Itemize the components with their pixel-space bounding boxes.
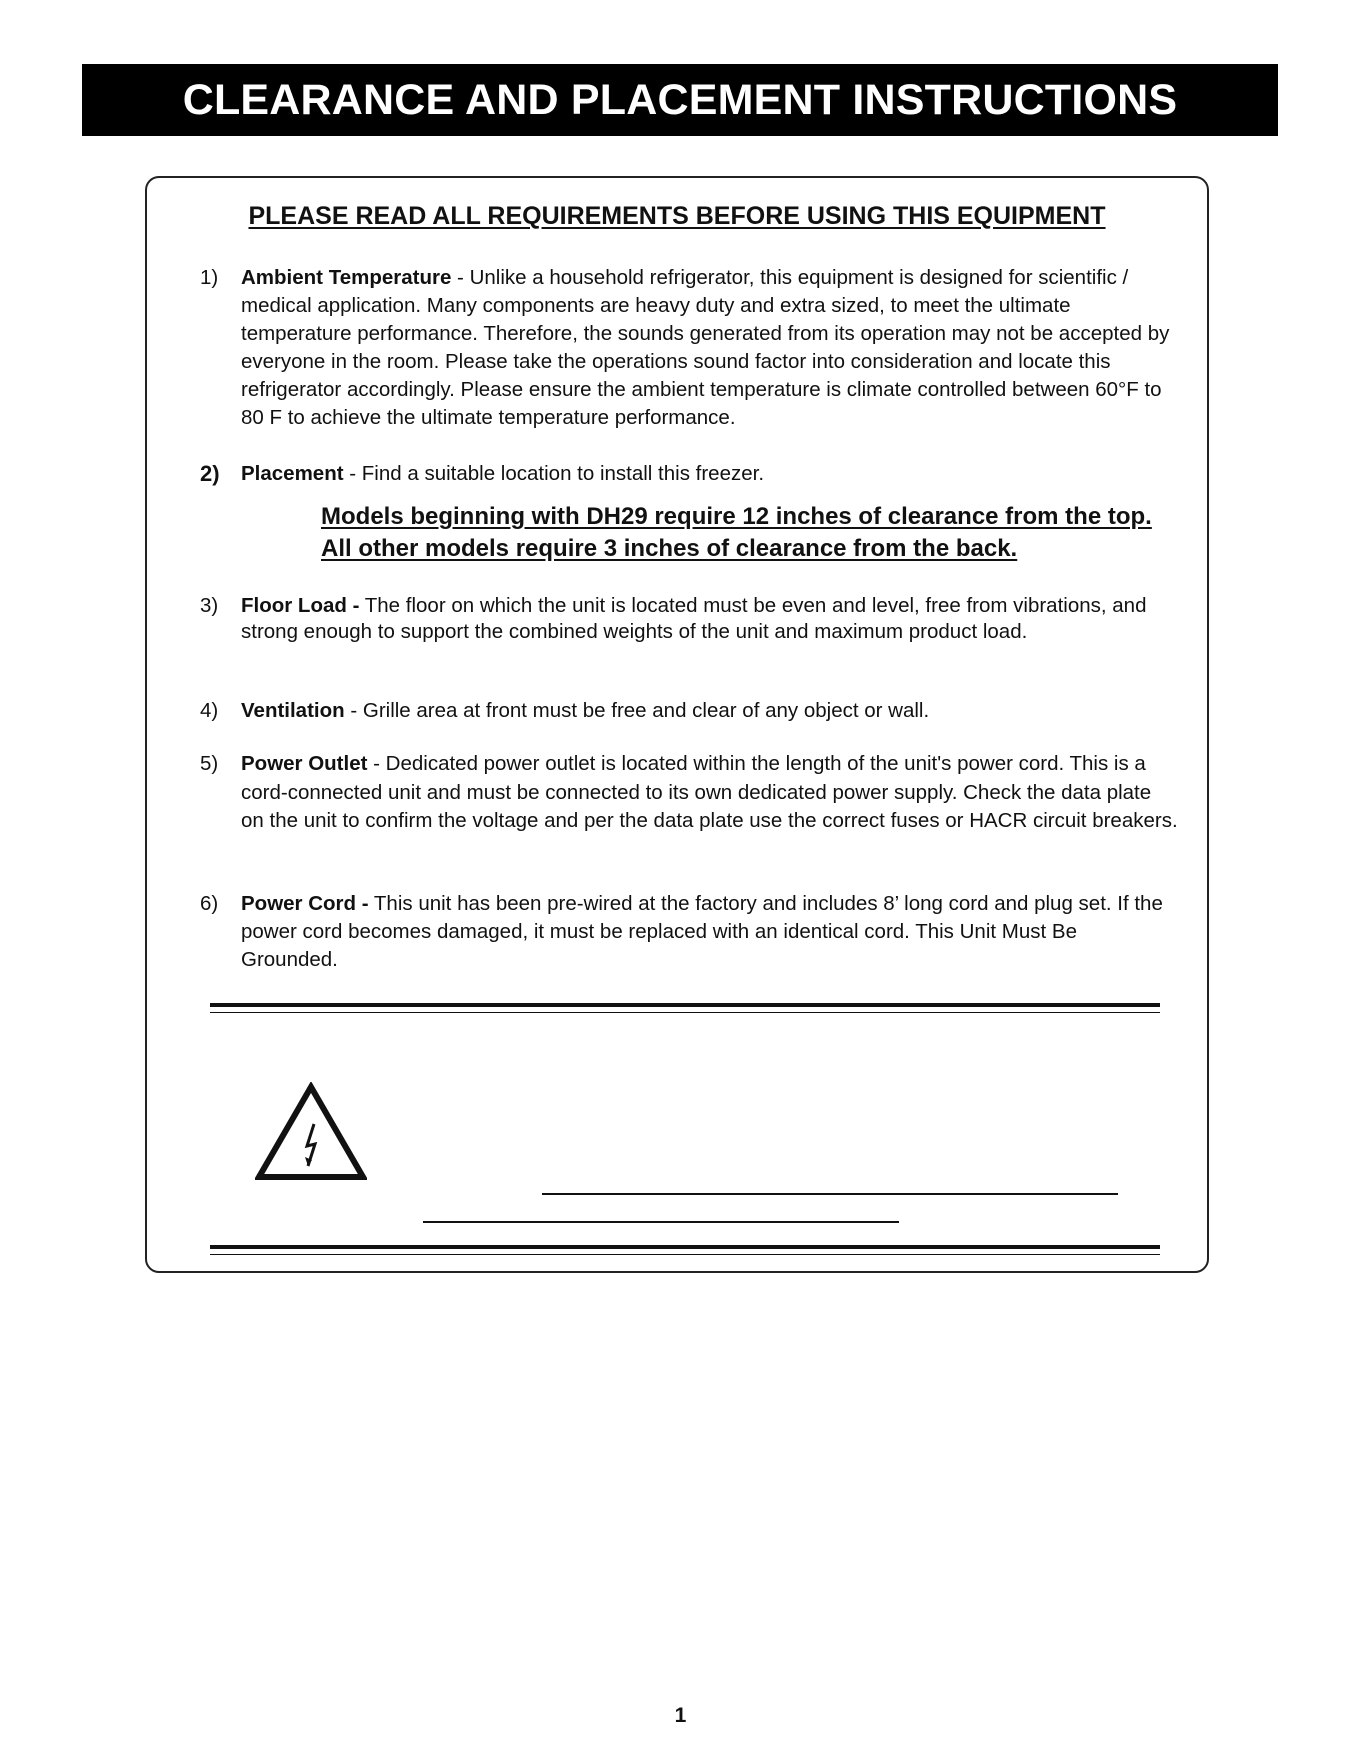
item-number: 3) bbox=[200, 594, 219, 617]
item-body bbox=[241, 697, 1179, 725]
item-text: - Dedicated power outlet is located within the length of the unit's power cord. This is a cord-connected unit and must be connected to its own dedicated power supply. Check the data plate on the unit to confirm the voltage and per the data plate use the correct fuses or HACR circuit breakers. bbox=[241, 752, 1178, 832]
item-number: 6) bbox=[200, 892, 219, 915]
item-label: Placement bbox=[241, 462, 344, 485]
warning-underline-2 bbox=[423, 1221, 899, 1223]
page-title: CLEARANCE AND PLACEMENT INSTRUCTIONS bbox=[82, 64, 1278, 136]
item-body bbox=[241, 460, 1179, 488]
item-body bbox=[241, 890, 1179, 974]
placement-note-top-clearance: Models beginning with DH29 require 12 inches of clearance from the top. bbox=[321, 503, 1152, 530]
item-number: 5) bbox=[200, 752, 219, 775]
warning-bottom-rule bbox=[210, 1245, 1160, 1255]
item-body bbox=[241, 264, 1179, 432]
warning-underline-1 bbox=[542, 1193, 1118, 1195]
item-text: - Unlike a household refrigerator, this equipment is designed for scientific / medical application. Many components are heavy duty and extra sized, to meet the ultimate temperature performance. Therefore, the sounds generated from its operation may not be accepted by everyone in the room. Please take the operations sound factor into consideration and locate this refrigerator accordingly. Please ensure the ambient temperature is climate controlled between 60°F to 80 F to achieve the ultimate temperature performance. bbox=[241, 266, 1170, 429]
page-number: 1 bbox=[674, 1704, 687, 1727]
item-label: Floor Load - bbox=[241, 594, 360, 617]
item-number: 2) bbox=[200, 461, 220, 486]
warning-top-rule bbox=[210, 1003, 1160, 1013]
item-number: 1) bbox=[200, 266, 219, 289]
item-text: - Grille area at front must be free and clear of any object or wall. bbox=[344, 699, 930, 722]
item-label: Power Cord - bbox=[241, 892, 369, 915]
requirements-heading: PLEASE READ ALL REQUIREMENTS BEFORE USING THIS EQUIPMENT bbox=[248, 202, 1106, 230]
item-text: The floor on which the unit is located must be even and level, free from vibrations, and strong enough to support the combined weights of the unit and maximum product load. bbox=[241, 594, 1147, 643]
item-number: 4) bbox=[200, 699, 219, 722]
item-text: This unit has been pre-wired at the factory and includes 8’ long cord and plug set. If the power cord becomes damaged, it must be replaced with an identical cord. This Unit Must Be Grounded. bbox=[241, 892, 1163, 971]
item-text: - Find a suitable location to install this freezer. bbox=[343, 462, 765, 485]
item-label: Ventilation bbox=[241, 699, 345, 722]
placement-note-back-clearance: All other models require 3 inches of clearance from the back. bbox=[321, 535, 1018, 562]
item-body bbox=[241, 593, 1179, 645]
requirements-panel bbox=[145, 176, 1209, 1273]
item-label: Power Outlet bbox=[241, 752, 368, 775]
electrical-hazard-icon bbox=[255, 1082, 367, 1182]
item-body bbox=[241, 750, 1179, 836]
item-label: Ambient Temperature bbox=[241, 266, 452, 289]
